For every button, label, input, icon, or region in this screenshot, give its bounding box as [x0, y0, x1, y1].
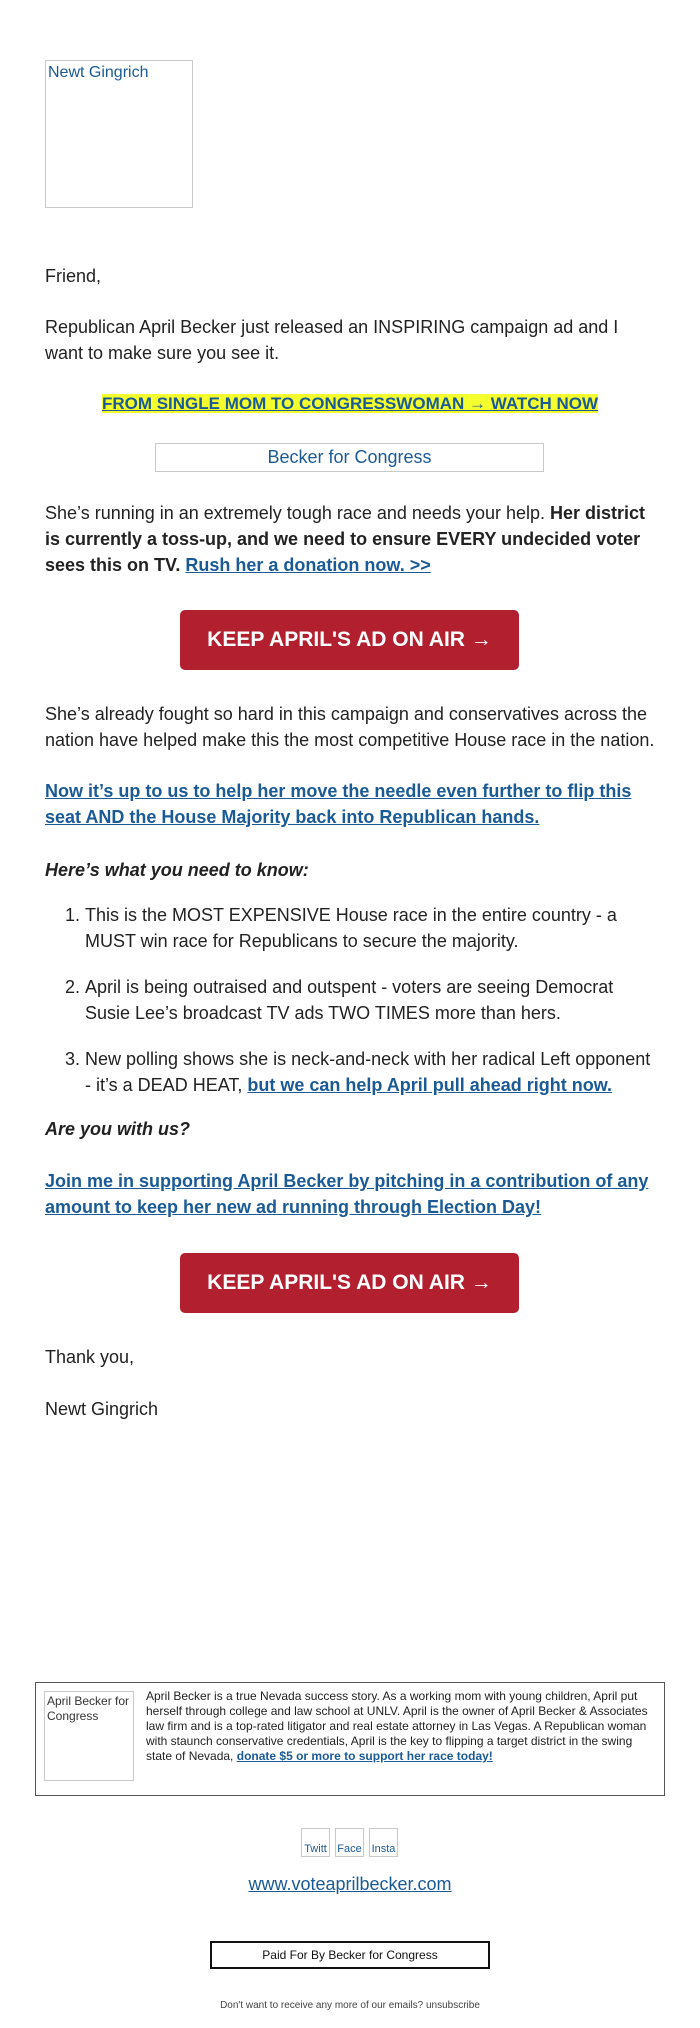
facebook-icon[interactable]: Face [335, 1828, 364, 1857]
footer-bio-box [35, 1682, 665, 1796]
newt-gingrich-logo-image [45, 60, 193, 208]
join-me-link[interactable]: Join me in supporting April Becker by pitching in a contribution of any amount to keep her new ad running through Election Day! [45, 1171, 649, 1217]
footer-bio-text: April Becker is a true Nevada success story. As a working mom with young children, April put herself through college and law school at UNLV. April is the owner of April Becker & Associates law firm and is a top-rated litigator and real estate attorney in Las Vegas. A Republican woman with staunch conservative credentials, April is the key to flipping a target district in the swing state of Nevada, [146, 1689, 648, 1763]
race-paragraph [45, 500, 655, 578]
paid-for-disclaimer: Paid For By Becker for Congress [210, 1941, 490, 1969]
join-paragraph [45, 1168, 655, 1220]
race-bold-text: Her district is currently a toss-up, and we need to ensure EVERY undecided voter sees this on TV. [45, 503, 646, 575]
thank-you: Thank you, [45, 1347, 135, 1367]
are-you-with-us: Are you with us? [45, 1119, 191, 1139]
footer-bio [146, 1689, 656, 1764]
watch-now-link[interactable]: FROM SINGLE MOM TO CONGRESSWOMAN → WATCH NOW [101, 394, 599, 413]
list-item: 2. April is being outraised and outspent - voters are seeing Democrat Susie Lee’s broadcast TV ads TWO TIMES more than hers. [85, 974, 655, 1026]
list-item-text: New polling shows she is neck-and-neck with her radical Left opponent - it’s a DEAD HEAT, [85, 1049, 651, 1095]
watch-now-line [0, 394, 700, 414]
fought-paragraph: She’s already fought so hard in this campaign and conservatives across the nation have helped make this the most competitive House race in the nation. [45, 704, 655, 750]
signature: Newt Gingrich [45, 1399, 159, 1419]
facts-list [45, 902, 655, 1098]
website-link[interactable]: www.voteaprilbecker.com [248, 1874, 452, 1894]
april-becker-image: April Becker for Congress [44, 1691, 134, 1781]
intro-paragraph: Republican April Becker just released an INSPIRING campaign ad and I want to make sure you see it. [45, 317, 619, 363]
move-needle-link[interactable]: Now it’s up to us to help her move the needle even further to flip this seat AND the House Majority back into Republican hands. [45, 781, 632, 827]
logo-alt-text: Newt Gingrich [48, 64, 149, 81]
keep-ad-on-air-button-2[interactable]: KEEP APRIL'S AD ON AIR → [180, 1253, 519, 1313]
rush-donation-link[interactable]: Rush her a donation now. >> [185, 555, 431, 575]
instagram-icon[interactable]: Insta [369, 1828, 398, 1857]
needle-paragraph [45, 778, 655, 830]
donate-five-link[interactable]: donate $5 or more to support her race today! [236, 1749, 493, 1763]
greeting: Friend, [45, 266, 102, 286]
website-line [0, 1874, 700, 1895]
race-text: She’s running in an extremely tough race and needs your help. [45, 503, 550, 523]
becker-banner-image[interactable]: Becker for Congress [155, 443, 544, 472]
list-item: 1. This is the MOST EXPENSIVE House race in the entire country - a MUST win race for Republicans to secure the majority. [85, 902, 655, 954]
facts-list-container [45, 902, 655, 1118]
pull-ahead-link[interactable]: but we can help April pull ahead right now. [247, 1075, 613, 1095]
keep-ad-on-air-button-1[interactable]: KEEP APRIL'S AD ON AIR → [180, 610, 519, 670]
list-item [85, 1046, 655, 1098]
need-to-know-heading: Here’s what you need to know: [45, 860, 309, 880]
unsubscribe-line[interactable]: Don't want to receive any more of our emails? unsubscribe [220, 2000, 480, 2011]
twitter-icon[interactable]: Twitt [301, 1828, 330, 1857]
